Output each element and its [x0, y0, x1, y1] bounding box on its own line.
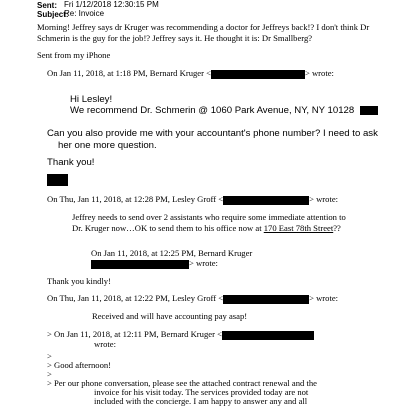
- body-line: invoice for his visit today. The services provided today are not: [94, 387, 309, 397]
- sent-value: Fri 1/12/2018 12:30:15 PM: [64, 0, 159, 9]
- redaction-box: [47, 174, 68, 186]
- redaction-line: [47, 174, 68, 186]
- quote-header: [47, 329, 314, 340]
- recommend-line: [70, 105, 378, 116]
- email-header-subject: [37, 9, 105, 20]
- redaction-box: [222, 331, 314, 340]
- quote-header-cont: [91, 258, 218, 269]
- body-line: Received and will have accounting pay asap!: [92, 311, 248, 321]
- quote-header-wrote: > wrote:: [304, 68, 334, 78]
- quote-marker: >: [47, 351, 52, 361]
- sent-label: Sent:: [37, 1, 57, 10]
- redaction-box: [223, 295, 309, 304]
- address-link[interactable]: 170 East 78th Street: [263, 223, 334, 233]
- redaction-box: [360, 106, 378, 115]
- quote-header: On Jan 11, 2018, at 12:25 PM, Bernard Kruger: [91, 248, 253, 258]
- quote-header: [47, 68, 334, 79]
- body-line: her one more question.: [58, 140, 157, 151]
- quote-header-text: > On Jan 11, 2018, at 12:11 PM, Bernard Kruger <: [47, 329, 222, 339]
- body-line: Morning! Jeffrey says dr Kruger was recommending a doctor for Jeffreys back!? I don't think Dr: [37, 22, 370, 32]
- redaction-box: [211, 70, 305, 79]
- quote-header-text: On Thu, Jan 11, 2018, at 12:22 PM, Lesley Groff <: [47, 293, 224, 303]
- subject-value: Re: Invoice: [64, 9, 105, 18]
- body-line: > Per our phone conversation, please see the attached contract renewal and the: [47, 378, 317, 388]
- quote-header-wrote: wrote:: [94, 339, 116, 349]
- quote-marker: >: [47, 369, 52, 379]
- body-line: > Good afternoon!: [47, 360, 112, 370]
- redaction-box: [223, 196, 309, 205]
- body-text: ??: [333, 223, 341, 233]
- quote-header: [47, 194, 338, 205]
- body-line: included with the concierge. I am happy to answer any and all: [94, 396, 308, 406]
- recommend-text: We recommend Dr. Schmerin @ 1060 Park Avenue, NY, NY 10128: [70, 105, 355, 116]
- body-line: Thank you!: [47, 157, 95, 168]
- quote-header-text: On Thu, Jan 11, 2018, at 12:28 PM, Lesley Groff <: [47, 194, 224, 204]
- quote-header: [47, 293, 338, 304]
- quote-header-text: On Jan 11, 2018, at 1:18 PM, Bernard Kruger <: [47, 68, 211, 78]
- body-line: Can you also provide me with your accountant's phone number? I need to ask: [47, 128, 378, 139]
- body-line: [72, 223, 341, 233]
- body-line: Jeffrey needs to send over 2 assistants who require some immediate attention to: [72, 212, 346, 222]
- redaction-box: [91, 260, 189, 269]
- greeting: Hi Lesley!: [70, 94, 113, 105]
- quote-header-wrote: > wrote:: [309, 293, 339, 303]
- signature-line: Sent from my iPhone: [37, 50, 111, 60]
- subject-label: Subject:: [37, 10, 69, 19]
- body-text: Dr. Kruger now…OK to send them to his office now at: [72, 223, 264, 233]
- quote-header-wrote: > wrote:: [189, 258, 218, 268]
- body-line: Thank you kindly!: [47, 276, 111, 286]
- quote-header-wrote: > wrote:: [309, 194, 339, 204]
- body-line: Schmerin is the guy for the job!? Jeffrey says it. He thought it is: Dr Smallberg?: [37, 33, 313, 43]
